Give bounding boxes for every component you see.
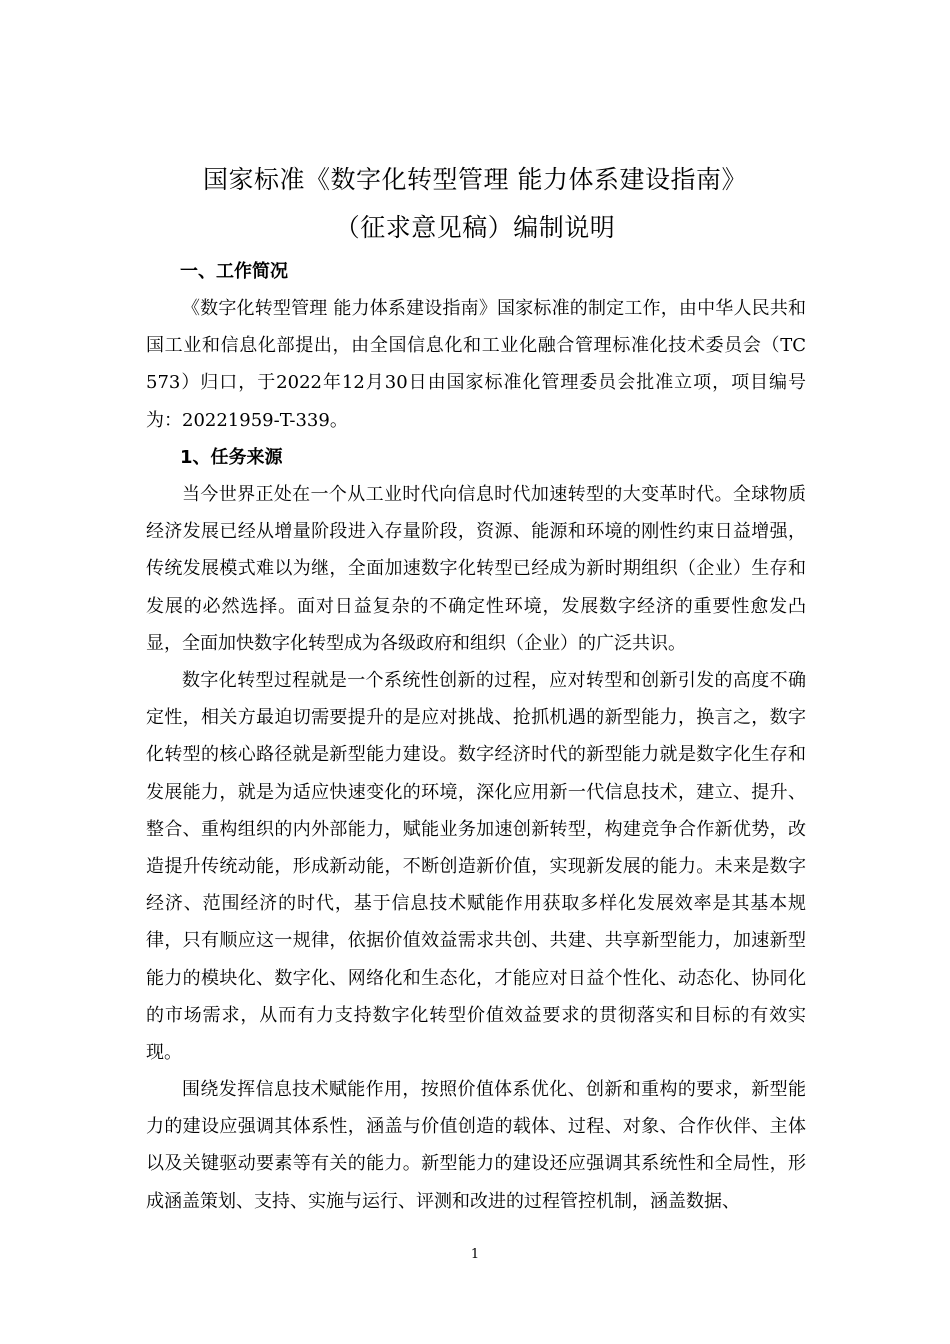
body-paragraph-3: 围绕发挥信息技术赋能作用，按照价值体系优化、创新和重构的要求，新型能力的建设应强调其体系性，涵盖与价值创造的载体、过程、对象、合作伙伴、主体以及关键驱动要素等有关的能力。新型能力的建设还应强调其系统性和全局性，形成涵盖策划、支持、实施与运行、评测和改进的过程管控机制，涵盖数据、 xyxy=(146,1079,806,1212)
body-paragraph-1: 当今世界正处在一个从工业时代向信息时代加速转型的大变革时代。全球物质经济发展已经从增量阶段进入存量阶段，资源、能源和环境的刚性约束日益增强，传统发展模式难以为继，全面加速数字化转型已经成为新时期组织（企业）生存和发展的必然选择。面对日益复杂的不确定性环境，发展数字经济的重要性愈发凸显，全面加快数字化转型成为各级政府和组织（企业）的广泛共识。 xyxy=(146,484,806,654)
document-title-line-1: 国家标准《数字化转型管理 能力体系建设指南》 xyxy=(203,165,747,194)
document-title-line-2: （征求意见稿）编制说明 xyxy=(334,213,616,242)
intro-paragraph: 《数字化转型管理 能力体系建设指南》国家标准的制定工作，由中华人民共和国工业和信息化部提出，由全国信息化和工业化融合管理标准化技术委员会（TC 573）归口，于2022年12月30日由国家标准化管理委员会批准立项，项目编号为：20221959-T-339。 xyxy=(146,298,806,431)
page-number: 1 xyxy=(470,1247,480,1262)
section-heading-work-overview: 一、工作简况 xyxy=(180,261,288,282)
subsection-heading-task-source: 1、任务来源 xyxy=(180,447,283,468)
body-paragraph-2: 数字化转型过程就是一个系统性创新的过程，应对转型和创新引发的高度不确定性，相关方最迫切需要提升的是应对挑战、抢抓机遇的新型能力，换言之，数字化转型的核心路径就是新型能力建设。数字经济时代的新型能力就是数字化生存和发展能力，就是为适应快速变化的环境，深化应用新一代信息技术，建立、提升、整合、重构组织的内外部能力，赋能业务加速创新转型，构建竞争合作新优势，改造提升传统动能，形成新动能，不断创造新价值，实现新发展的能力。未来是数字经济、范围经济的时代，基于信息技术赋能作用获取多样化发展效率是其基本规律，只有顺应这一规律，依据价值效益需求共创、共建、共享新型能力，加速新型能力的模块化、数字化、网络化和生态化，才能应对日益个性化、动态化、协同化的市场需求，从而有力支持数字化转型价值效益要求的贯彻落实和目标的有效实现。 xyxy=(146,670,806,1064)
